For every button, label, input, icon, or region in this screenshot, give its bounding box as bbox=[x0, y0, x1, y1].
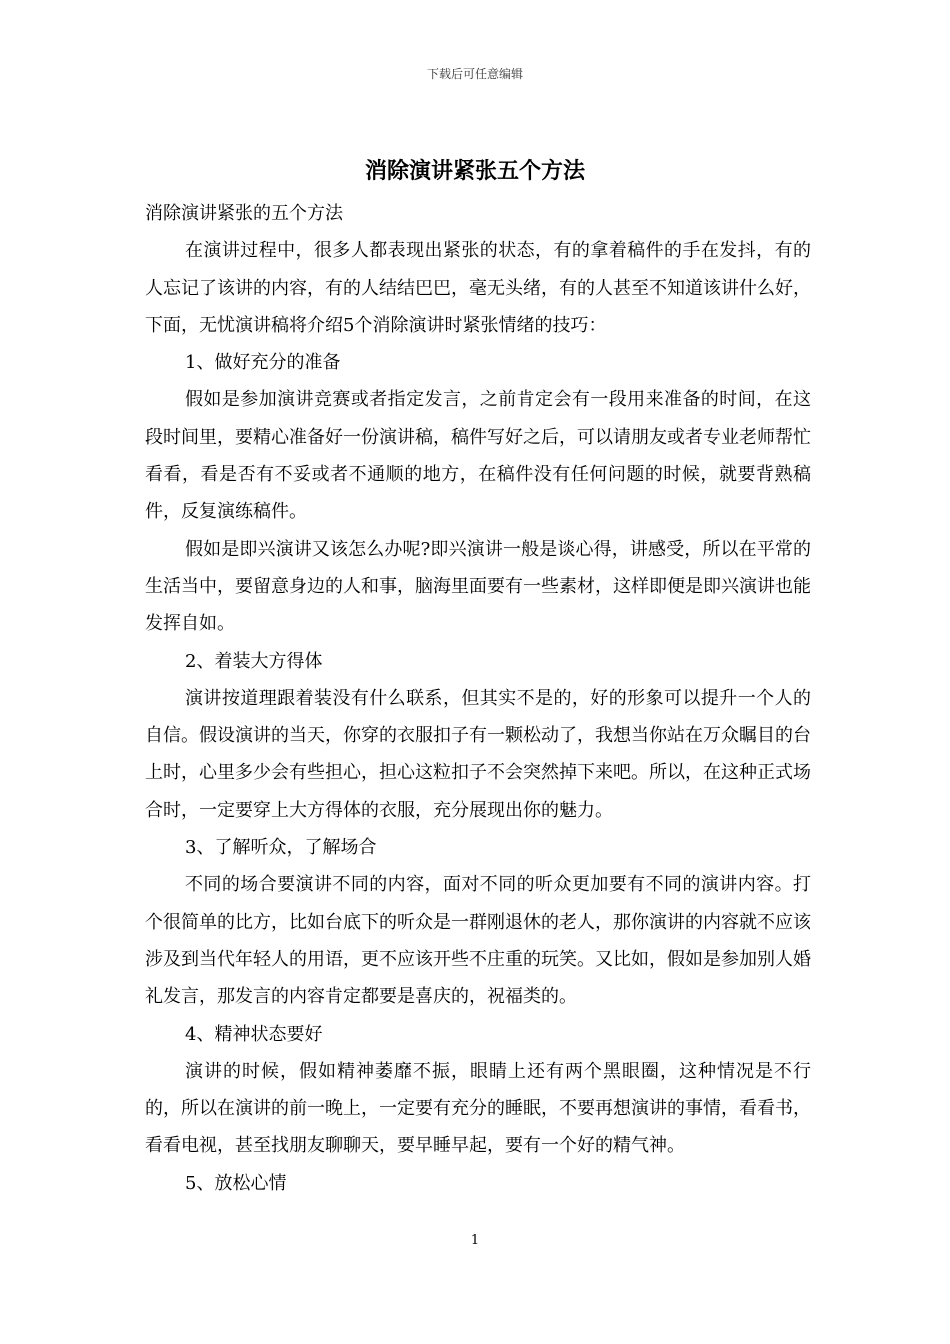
section-heading-2: 2、着装大方得体 bbox=[185, 650, 323, 672]
header-note: 下载后可任意编辑 bbox=[426, 67, 523, 81]
section-heading-5: 5、放松心情 bbox=[185, 1172, 287, 1194]
paragraph-4: 演讲的时候，假如精神萎靡不振，眼睛上还有两个黑眼圈，这种情况是不行的，所以在演讲的前一晚上，一定要有充分的睡眠，不要再想演讲的事情，看看书，看看电视，甚至找朋友聊聊天，要早睡早起，要有一个好的精气神。 bbox=[145, 1060, 811, 1157]
paragraph-subtitle: 消除演讲紧张的五个方法 bbox=[145, 203, 343, 224]
document-body bbox=[145, 195, 811, 1202]
paragraph-3: 不同的场合要演讲不同的内容，面对不同的听众更加要有不同的演讲内容。打个很简单的比方，比如台底下的听众是一群刚退休的老人，那你演讲的内容就不应该涉及到当代年轻人的用语，更不应该开些不庄重的玩笑。又比如，假如是参加别人婚礼发言，那发言的内容肯定都要是喜庆的，祝福类的。 bbox=[145, 874, 811, 1008]
document-title: 消除演讲紧张五个方法 bbox=[364, 158, 585, 184]
paragraph-2: 演讲按道理跟着装没有什么联系，但其实不是的，好的形象可以提升一个人的自信。假设演讲的当天，你穿的衣服扣子有一颗松动了，我想当你站在万众瞩目的台上时，心里多少会有些担心，担心这粒扣子不会突然掉下来吧。所以，在这种正式场合时，一定要穿上大方得体的衣服，充分展现出你的魅力。 bbox=[145, 687, 811, 821]
paragraph-intro: 在演讲过程中，很多人都表现出紧张的状态，有的拿着稿件的手在发抖，有的人忘记了该讲的内容，有的人结结巴巴，毫无头绪，有的人甚至不知道该讲什么好，下面，无忧演讲稿将介绍5个消除演讲时紧张情绪的技巧： bbox=[145, 240, 811, 336]
paragraph-1a: 假如是参加演讲竞赛或者指定发言，之前肯定会有一段用来准备的时间，在这段时间里，要精心准备好一份演讲稿，稿件写好之后，可以请朋友或者专业老师帮忙看看，看是否有不妥或者不通顺的地方，在稿件没有任何问题的时候，就要背熟稿件，反复演练稿件。 bbox=[145, 389, 811, 523]
section-heading-3: 3、了解听众，了解场合 bbox=[185, 837, 377, 859]
page-number: 1 bbox=[470, 1233, 480, 1248]
section-heading-1: 1、做好充分的准备 bbox=[185, 352, 341, 374]
paragraph-1b: 假如是即兴演讲又该怎么办呢?即兴演讲一般是谈心得，讲感受，所以在平常的生活当中，要留意身边的人和事，脑海里面要有一些素材，这样即便是即兴演讲也能发挥自如。 bbox=[145, 538, 811, 635]
section-heading-4: 4、精神状态要好 bbox=[185, 1023, 323, 1045]
